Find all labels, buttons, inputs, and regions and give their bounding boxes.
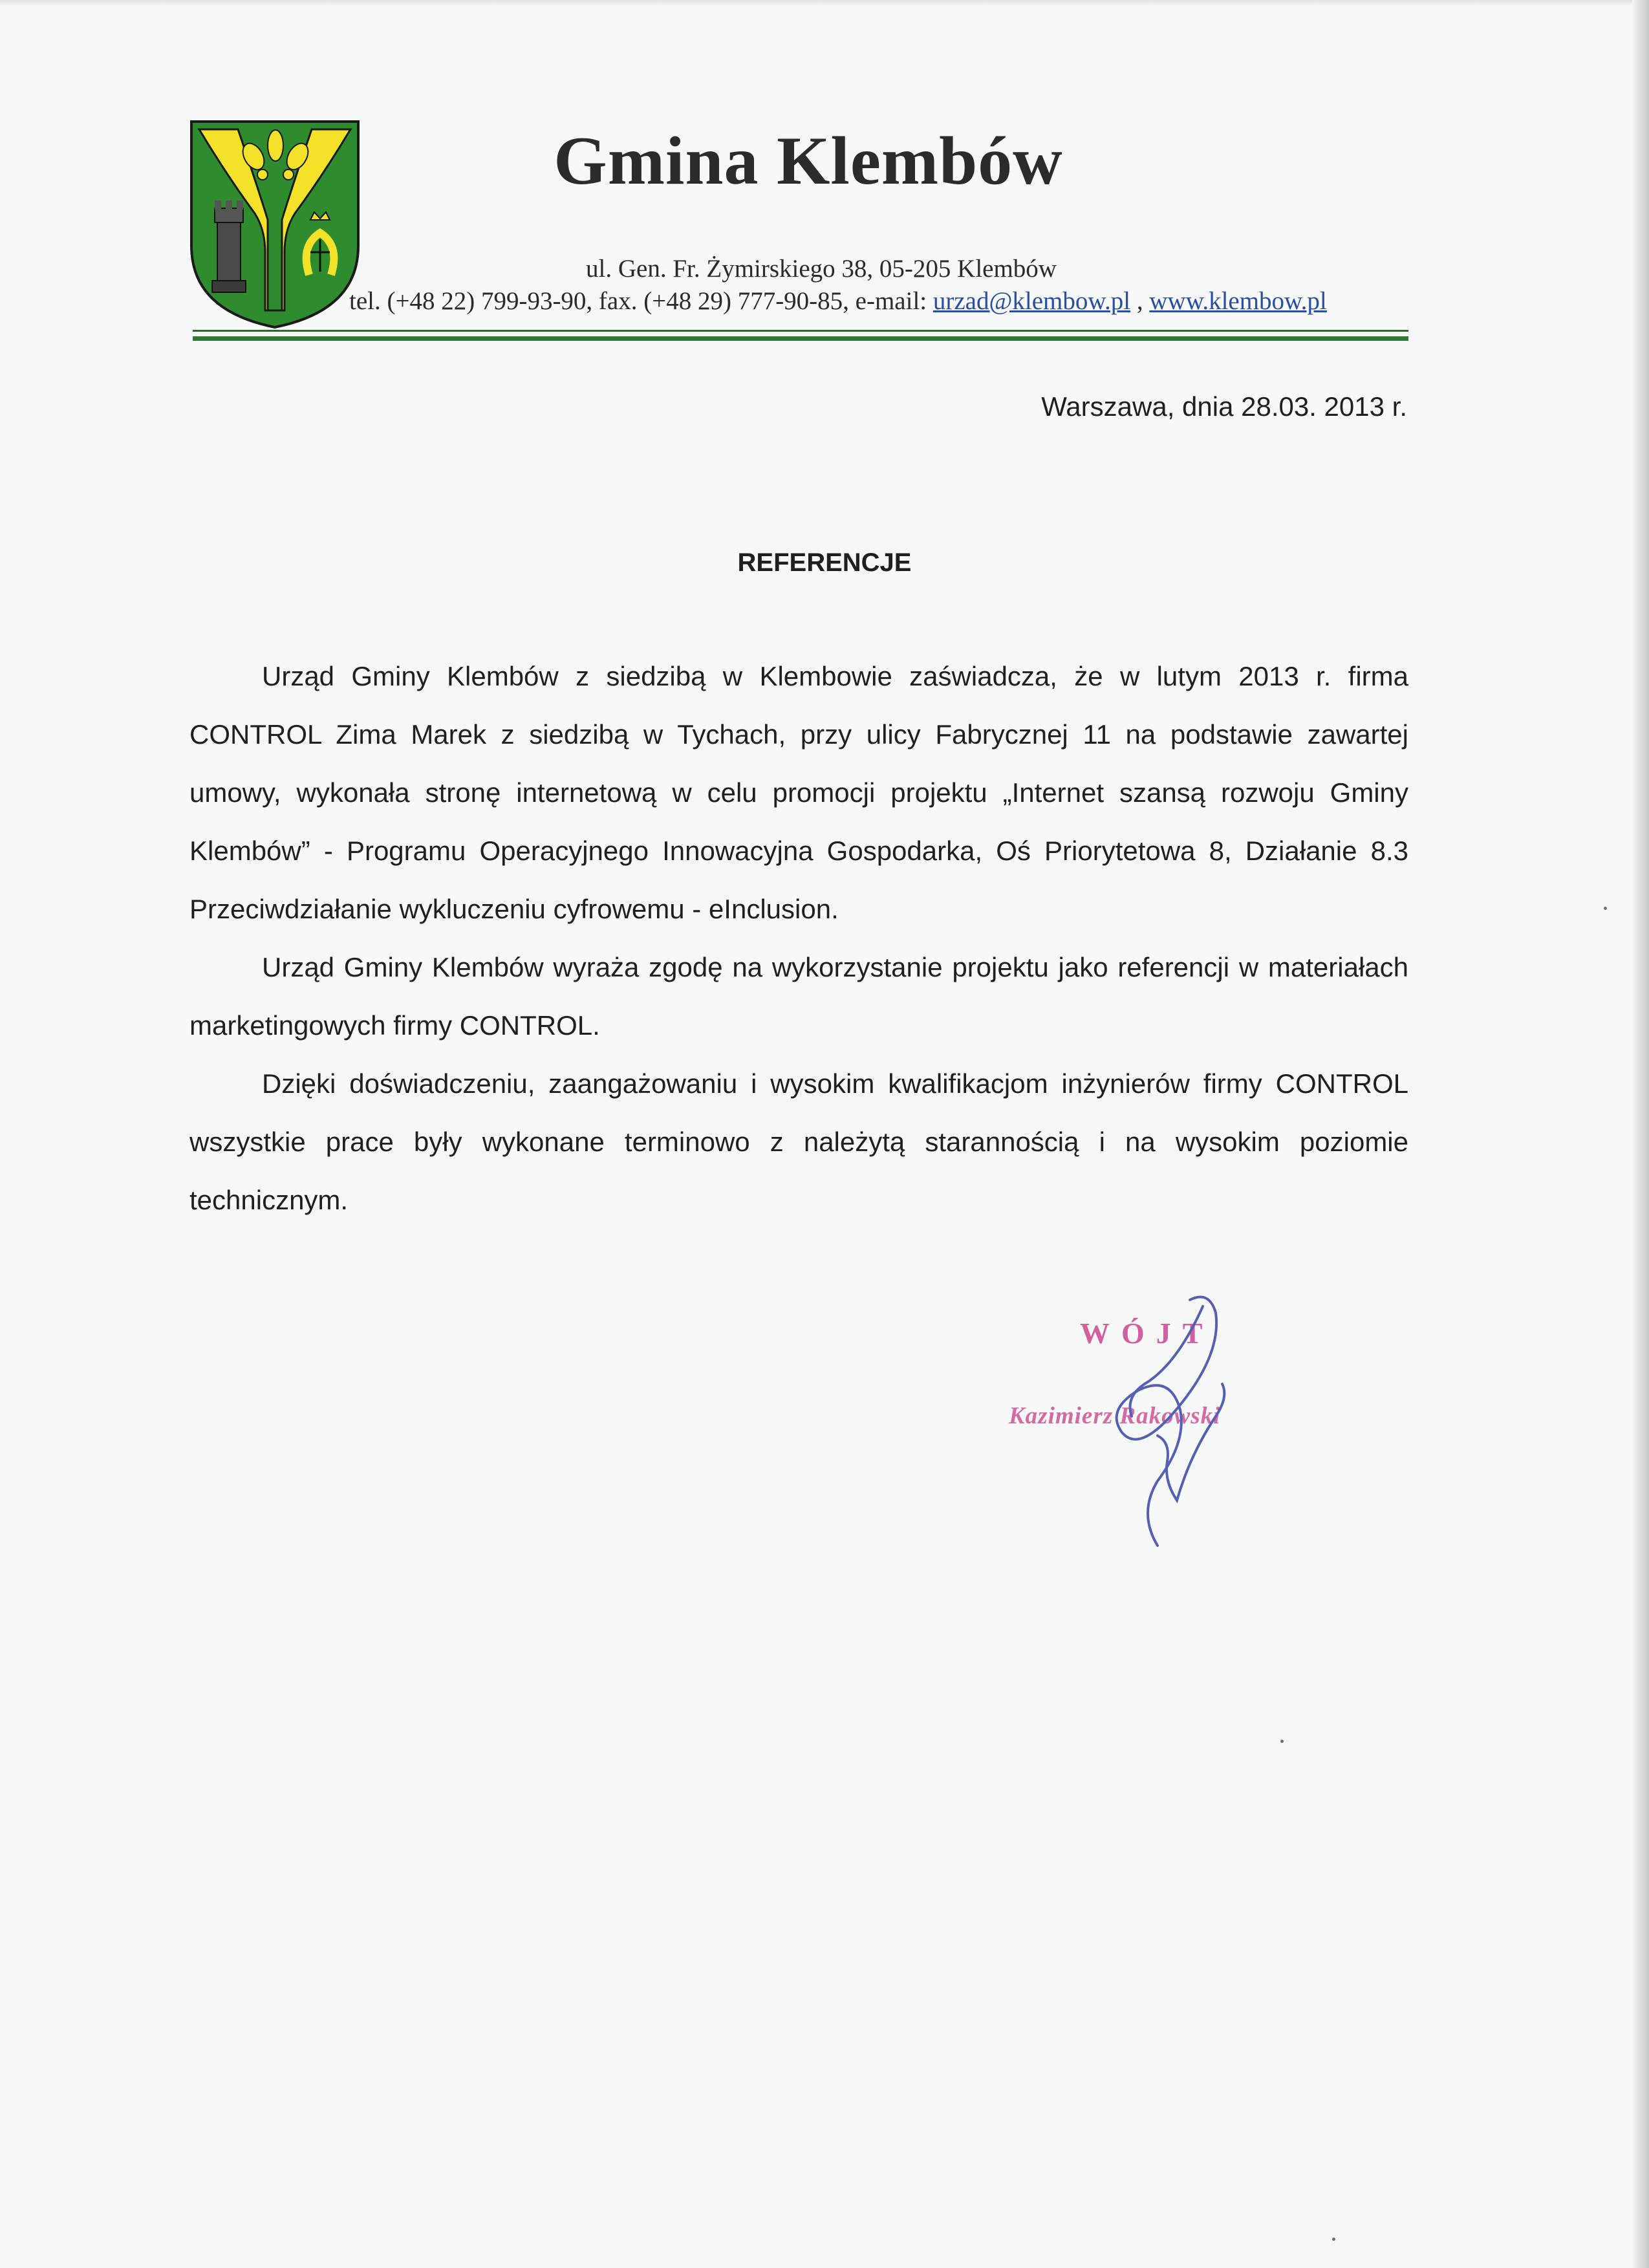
scan-speck	[1332, 2238, 1335, 2241]
contact-phone-fax: tel. (+48 22) 799-93-90, fax. (+48 29) 777-90-85, e-mail:	[349, 287, 933, 315]
letter-body	[189, 647, 1408, 1229]
scan-speck	[1604, 907, 1607, 910]
website-link[interactable]: www.klembow.pl	[1149, 287, 1327, 315]
handwritten-signature-icon	[1061, 1287, 1267, 1565]
document-heading: REFERENCJE	[737, 548, 912, 577]
stamp-title: WÓJT	[1080, 1317, 1214, 1350]
coat-of-arms-icon	[188, 116, 362, 330]
date-place-line: Warszawa, dnia 28.03. 2013 r.	[1041, 391, 1407, 422]
contact-separator: ,	[1130, 287, 1150, 315]
email-link[interactable]: urzad@klembow.pl	[932, 287, 1131, 315]
letterhead-rule-thin	[193, 330, 1408, 332]
paragraph-1: Urząd Gminy Klembów z siedzibą w Klembowie zaświadcza, że w lutym 2013 r. firma CONTROL Zima Marek z siedzibą w Tychach, przy ulicy Fabrycznej 11 na podstawie zawartej umowy, wykonała stronę internetową w celu promocji projektu „Internet szansą rozwoju Gminy Klembów” - Programu Operacyjnego Innowacyjna Gospodarka, Oś Priorytetowa 8, Działanie 8.3 Przeciwdziałanie wykluczeniu cyfrowemu - eInclusion.	[189, 661, 1408, 924]
stamp-name: Kazimierz Rakowski	[1009, 1403, 1221, 1429]
letterhead-title: Gmina Klembów	[554, 123, 1063, 199]
scan-edge-right	[1632, 0, 1649, 2268]
paragraph-2: Urząd Gminy Klembów wyraża zgodę na wykorzystanie projektu jako referencji w materiałach marketingowych firmy CONTROL.	[189, 952, 1408, 1041]
letterhead-rule-thick	[193, 336, 1408, 341]
scan-speck	[1280, 1740, 1284, 1743]
scan-edge-top	[0, 0, 1649, 6]
letterhead-address: ul. Gen. Fr. Żymirskiego 38, 05-205 Klembów	[586, 255, 1057, 283]
letterhead-contact	[349, 286, 1410, 316]
paragraph-3: Dzięki doświadczeniu, zaangażowaniu i wysokim kwalifikacjom inżynierów firmy CONTROL wszystkie prace były wykonane terminowo z należytą starannością i na wysokim poziomie technicznym.	[189, 1068, 1408, 1215]
